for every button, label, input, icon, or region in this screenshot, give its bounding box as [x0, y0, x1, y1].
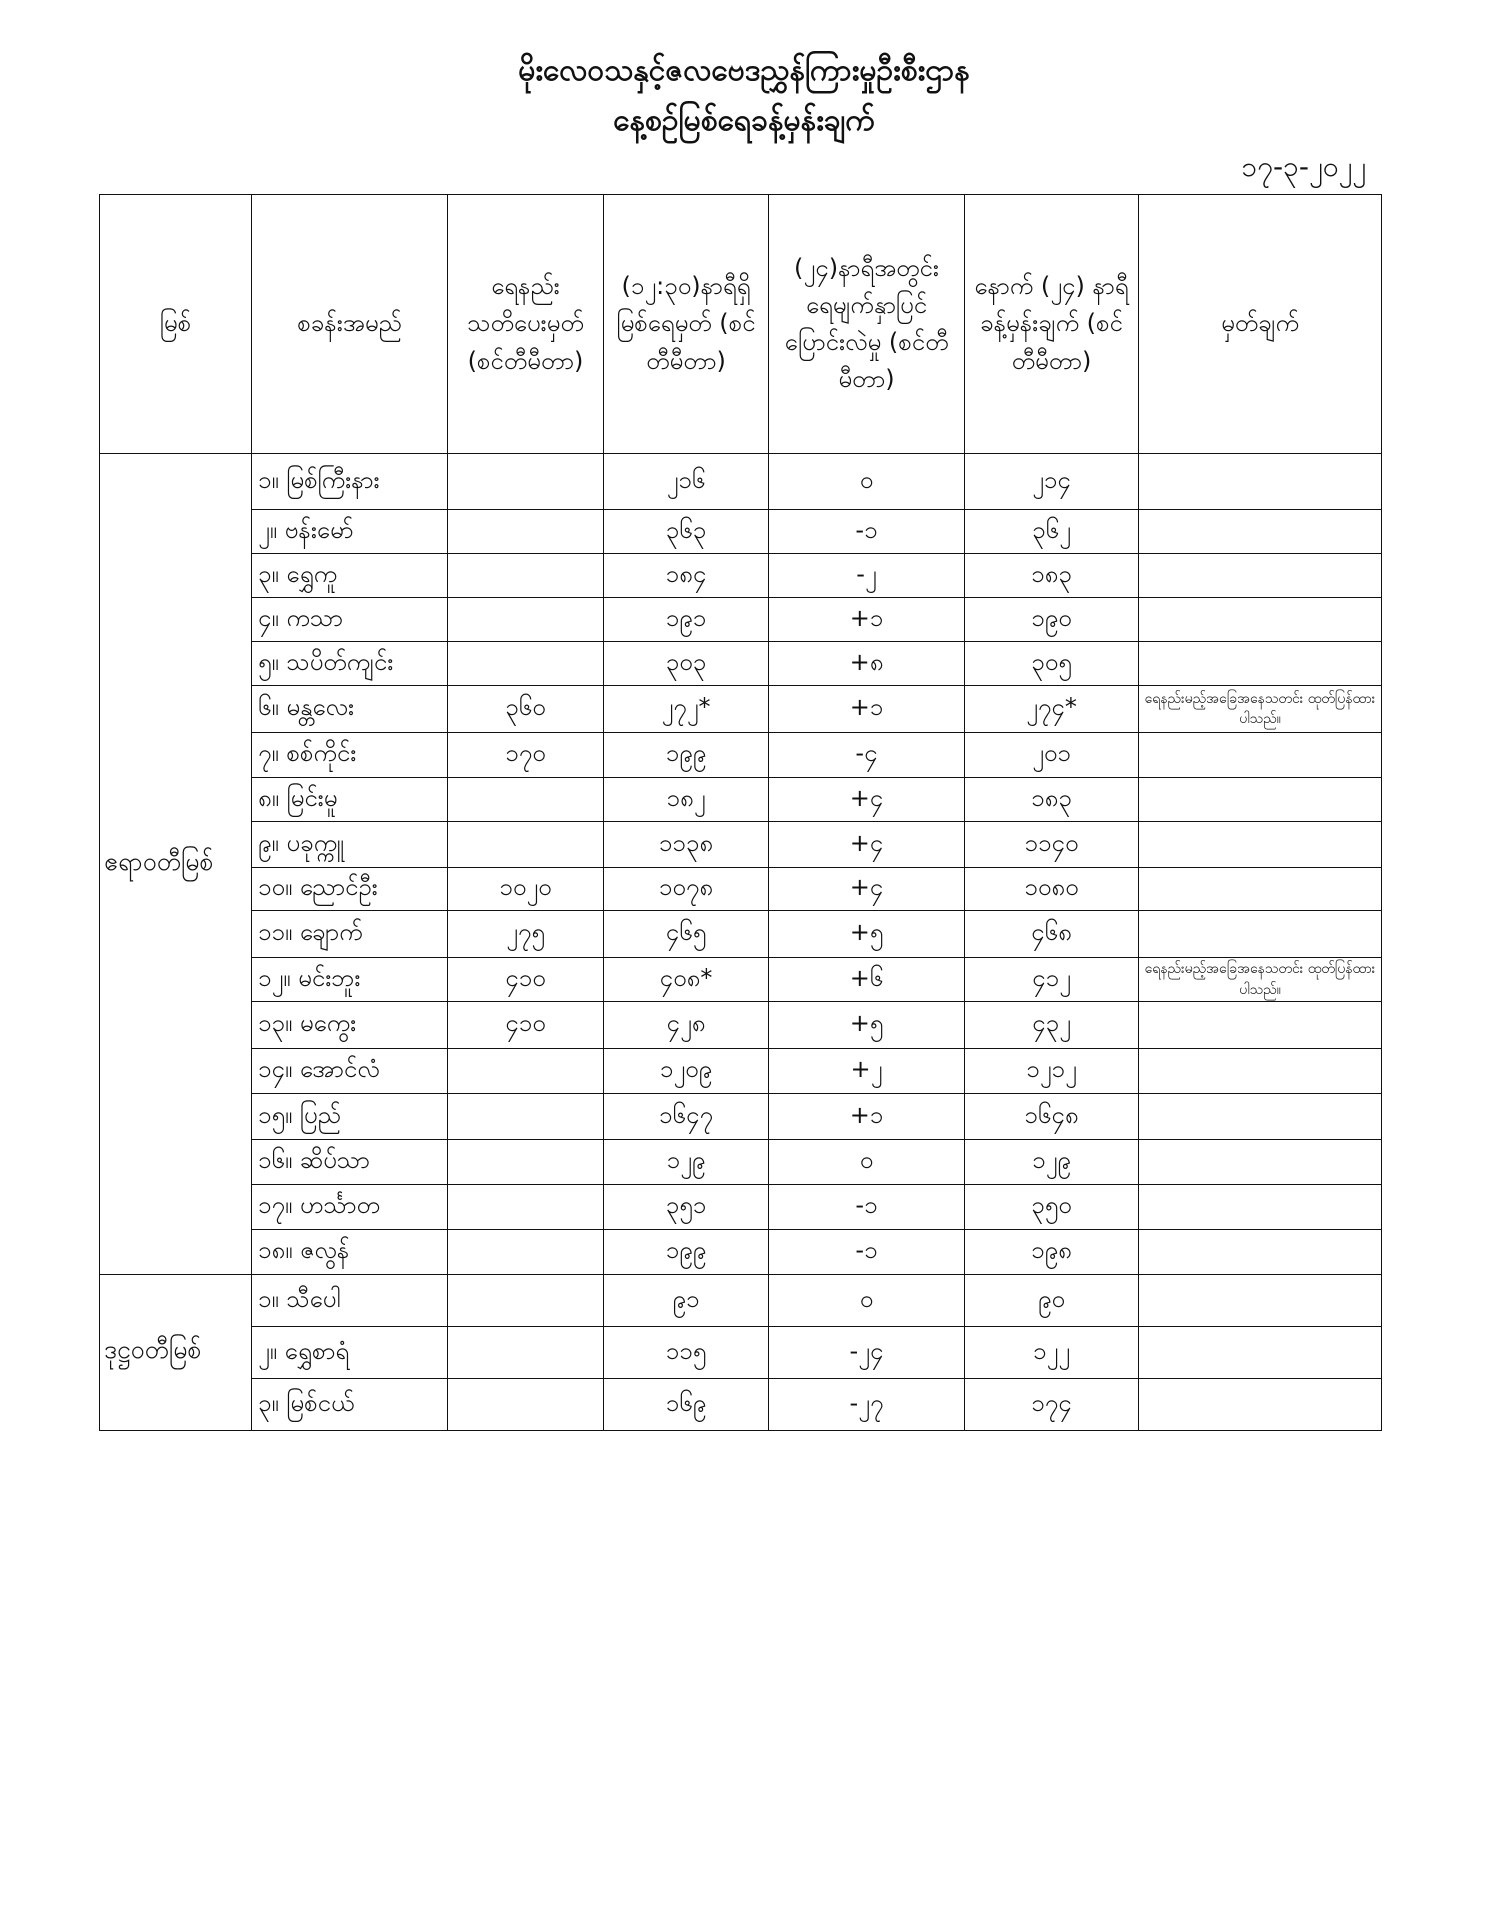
remarks-cell [1139, 1379, 1382, 1431]
danger-level-cell: ၂၇၅ [448, 911, 604, 958]
table-header-row [100, 195, 1382, 454]
remarks-cell [1139, 778, 1382, 822]
column-header-observed-level: (၁၂:၃၀)နာရီရှိ မြစ်ရေမှတ် (စင်တီမီတာ) [604, 195, 769, 454]
change-cell: ၀ [769, 1275, 965, 1327]
forecast-cell: ၁၂၉ [965, 1140, 1139, 1185]
remarks-cell [1139, 454, 1382, 510]
station-name-cell: ၁၅။ ပြည် [252, 1094, 448, 1140]
danger-level-cell [448, 1327, 604, 1379]
change-cell: -၂၇ [769, 1379, 965, 1431]
change-cell: +၅ [769, 1002, 965, 1049]
station-name-cell: ၁၂။ မင်းဘူး [252, 958, 448, 1002]
column-header-station: စခန်းအမည် [252, 195, 448, 454]
forecast-cell: ၃၆၂ [965, 510, 1139, 554]
remarks-cell [1139, 554, 1382, 598]
danger-level-cell [448, 1140, 604, 1185]
change-cell: -၁ [769, 1230, 965, 1275]
change-cell: +၁ [769, 686, 965, 733]
column-header-river: မြစ် [100, 195, 252, 454]
change-cell: -၄ [769, 733, 965, 778]
table-row [100, 733, 1382, 778]
remarks-cell [1139, 1049, 1382, 1094]
remarks-cell [1139, 733, 1382, 778]
remarks-cell [1139, 822, 1382, 868]
observed-level-cell: ၄၆၅ [604, 911, 769, 958]
change-cell: +၁ [769, 598, 965, 642]
table-row [100, 686, 1382, 733]
observed-level-cell: ၃၆၃ [604, 510, 769, 554]
danger-level-cell [448, 554, 604, 598]
danger-level-cell: ၄၁၀ [448, 958, 604, 1002]
forecast-cell: ၁၈၃ [965, 554, 1139, 598]
change-cell: ၀ [769, 454, 965, 510]
remarks-cell [1139, 1185, 1382, 1230]
report-date: ၁၇-၃-၂၀၂၂ [1241, 150, 1366, 183]
danger-level-cell [448, 822, 604, 868]
observed-level-cell: ၉၁ [604, 1275, 769, 1327]
station-name-cell: ၁၄။ အောင်လံ [252, 1049, 448, 1094]
remarks-cell [1139, 1275, 1382, 1327]
remarks-cell [1139, 510, 1382, 554]
observed-level-cell: ၃၅၁ [604, 1185, 769, 1230]
danger-level-cell [448, 598, 604, 642]
table-row [100, 554, 1382, 598]
change-cell: +၆ [769, 958, 965, 1002]
station-name-cell: ၁၃။ မကွေး [252, 1002, 448, 1049]
station-name-cell: ၂။ ရွှေစာရံ [252, 1327, 448, 1379]
danger-level-cell [448, 1185, 604, 1230]
forecast-cell: ၁၀၈၀ [965, 868, 1139, 911]
observed-level-cell: ၂၁၆ [604, 454, 769, 510]
station-name-cell: ၇။ စစ်ကိုင်း [252, 733, 448, 778]
forecast-cell: ၂၀၁ [965, 733, 1139, 778]
station-name-cell: ၂။ ဗန်းမော် [252, 510, 448, 554]
change-cell: +၈ [769, 642, 965, 686]
change-cell: -၁ [769, 1185, 965, 1230]
observed-level-cell: ၄၀၈* [604, 958, 769, 1002]
remarks-cell [1139, 1140, 1382, 1185]
table-row [100, 1049, 1382, 1094]
remarks-cell [1139, 598, 1382, 642]
remarks-cell [1139, 1094, 1382, 1140]
danger-level-cell [448, 1094, 604, 1140]
remarks-cell [1139, 1002, 1382, 1049]
table-row [100, 1002, 1382, 1049]
observed-level-cell: ၂၇၂* [604, 686, 769, 733]
danger-level-cell [448, 1049, 604, 1094]
observed-level-cell: ၁၂၉ [604, 1140, 769, 1185]
table-row [100, 1275, 1382, 1327]
change-cell: +၁ [769, 1094, 965, 1140]
station-name-cell: ၁။ မြစ်ကြီးနား [252, 454, 448, 510]
forecast-cell: ၁၉၀ [965, 598, 1139, 642]
danger-level-cell: ၃၆၀ [448, 686, 604, 733]
change-cell: +၂ [769, 1049, 965, 1094]
station-name-cell: ၈။ မြင်းမူ [252, 778, 448, 822]
station-name-cell: ၁၆။ ဆိပ်သာ [252, 1140, 448, 1185]
observed-level-cell: ၁၈၂ [604, 778, 769, 822]
forecast-cell: ၄၁၂ [965, 958, 1139, 1002]
river-name-cell: ဒုဋ္ဌဝတီမြစ် [100, 1275, 252, 1431]
station-name-cell: ၁၀။ ညောင်ဦး [252, 868, 448, 911]
observed-level-cell: ၁၉၉ [604, 733, 769, 778]
forecast-cell: ၂၁၄ [965, 454, 1139, 510]
page-subtitle: နေ့စဉ်မြစ်ရေခန့်မှန်းချက် [613, 103, 875, 138]
danger-level-cell [448, 510, 604, 554]
observed-level-cell: ၁၁၃၈ [604, 822, 769, 868]
table-row [100, 642, 1382, 686]
column-header-24h-change: (၂၄)နာရီအတွင်း ရေမျက်နှာပြင် ပြောင်းလဲမှု (စင်တီမီတာ) [769, 195, 965, 454]
change-cell: ၀ [769, 1140, 965, 1185]
observed-level-cell: ၁၉၁ [604, 598, 769, 642]
change-cell: +၄ [769, 868, 965, 911]
danger-level-cell [448, 1379, 604, 1431]
forecast-cell: ၁၁၄၀ [965, 822, 1139, 868]
observed-level-cell: ၁၆၄၇ [604, 1094, 769, 1140]
change-cell: -၁ [769, 510, 965, 554]
danger-level-cell [448, 778, 604, 822]
station-name-cell: ၁၇။ ဟင်္သာတ [252, 1185, 448, 1230]
river-name-cell: ဧရာဝတီမြစ် [100, 454, 252, 1275]
change-cell: +၄ [769, 778, 965, 822]
river-forecast-table [99, 194, 1382, 1431]
station-name-cell: ၃။ ရွှေကူ [252, 554, 448, 598]
change-cell: +၄ [769, 822, 965, 868]
danger-level-cell [448, 454, 604, 510]
station-name-cell: ၁။ သီပေါ [252, 1275, 448, 1327]
table-row [100, 1230, 1382, 1275]
remarks-cell [1139, 642, 1382, 686]
forecast-cell: ၄၃၂ [965, 1002, 1139, 1049]
remarks-cell [1139, 1327, 1382, 1379]
observed-level-cell: ၃၀၃ [604, 642, 769, 686]
remarks-cell [1139, 911, 1382, 958]
danger-level-cell: ၁၀၂၀ [448, 868, 604, 911]
table-row [100, 868, 1382, 911]
station-name-cell: ၅။ သပိတ်ကျင်း [252, 642, 448, 686]
table-row [100, 510, 1382, 554]
forecast-cell: ၃၅၀ [965, 1185, 1139, 1230]
danger-level-cell: ၄၁၀ [448, 1002, 604, 1049]
remarks-cell: ရေနည်းမည့်အခြေအနေသတင်း ထုတ်ပြန်ထားပါသည်။ [1139, 958, 1382, 1002]
table-row [100, 1140, 1382, 1185]
observed-level-cell: ၁၀၇၈ [604, 868, 769, 911]
table-row [100, 598, 1382, 642]
danger-level-cell: ၁၇၀ [448, 733, 604, 778]
forecast-cell: ၉၀ [965, 1275, 1139, 1327]
forecast-cell: ၁၈၃ [965, 778, 1139, 822]
observed-level-cell: ၁၁၅ [604, 1327, 769, 1379]
column-header-danger-level: ရေနည်း သတိပေးမှတ် (စင်တီမီတာ) [448, 195, 604, 454]
observed-level-cell: ၄၂၈ [604, 1002, 769, 1049]
danger-level-cell [448, 1275, 604, 1327]
observed-level-cell: ၁၈၄ [604, 554, 769, 598]
column-header-remarks: မှတ်ချက် [1139, 195, 1382, 454]
observed-level-cell: ၁၆၉ [604, 1379, 769, 1431]
column-header-forecast: နောက် (၂၄) နာရီ ခန့်မှန်းချက် (စင်တီမီတာ) [965, 195, 1139, 454]
forecast-cell: ၃၀၅ [965, 642, 1139, 686]
forecast-cell: ၁၂၁၂ [965, 1049, 1139, 1094]
observed-level-cell: ၁၉၉ [604, 1230, 769, 1275]
forecast-cell: ၂၇၄* [965, 686, 1139, 733]
forecast-cell: ၁၉၈ [965, 1230, 1139, 1275]
forecast-cell: ၁၇၄ [965, 1379, 1139, 1431]
table-row [100, 1185, 1382, 1230]
observed-level-cell: ၁၂၀၉ [604, 1049, 769, 1094]
table-row [100, 1379, 1382, 1431]
table-row [100, 911, 1382, 958]
table-row [100, 958, 1382, 1002]
table-row [100, 822, 1382, 868]
station-name-cell: ၆။ မန္တလေး [252, 686, 448, 733]
change-cell: -၂ [769, 554, 965, 598]
forecast-cell: ၄၆၈ [965, 911, 1139, 958]
remarks-cell: ရေနည်းမည့်အခြေအနေသတင်း ထုတ်ပြန်ထားပါသည်။ [1139, 686, 1382, 733]
table-row [100, 1094, 1382, 1140]
station-name-cell: ၁၈။ ဇလွန် [252, 1230, 448, 1275]
table-row [100, 778, 1382, 822]
table-row [100, 1327, 1382, 1379]
forecast-cell: ၁၆၄၈ [965, 1094, 1139, 1140]
station-name-cell: ၁၁။ ချောက် [252, 911, 448, 958]
station-name-cell: ၉။ ပခုက္ကူ [252, 822, 448, 868]
danger-level-cell [448, 1230, 604, 1275]
table-row [100, 454, 1382, 510]
remarks-cell [1139, 1230, 1382, 1275]
change-cell: +၅ [769, 911, 965, 958]
change-cell: -၂၄ [769, 1327, 965, 1379]
page-title: မိုးလေဝသနှင့်ဇလဗေဒညွှန်ကြားမှုဦးစီးဌာန [518, 53, 970, 88]
forecast-cell: ၁၂၂ [965, 1327, 1139, 1379]
danger-level-cell [448, 642, 604, 686]
remarks-cell [1139, 868, 1382, 911]
station-name-cell: ၄။ ကသာ [252, 598, 448, 642]
station-name-cell: ၃။ မြစ်ငယ် [252, 1379, 448, 1431]
